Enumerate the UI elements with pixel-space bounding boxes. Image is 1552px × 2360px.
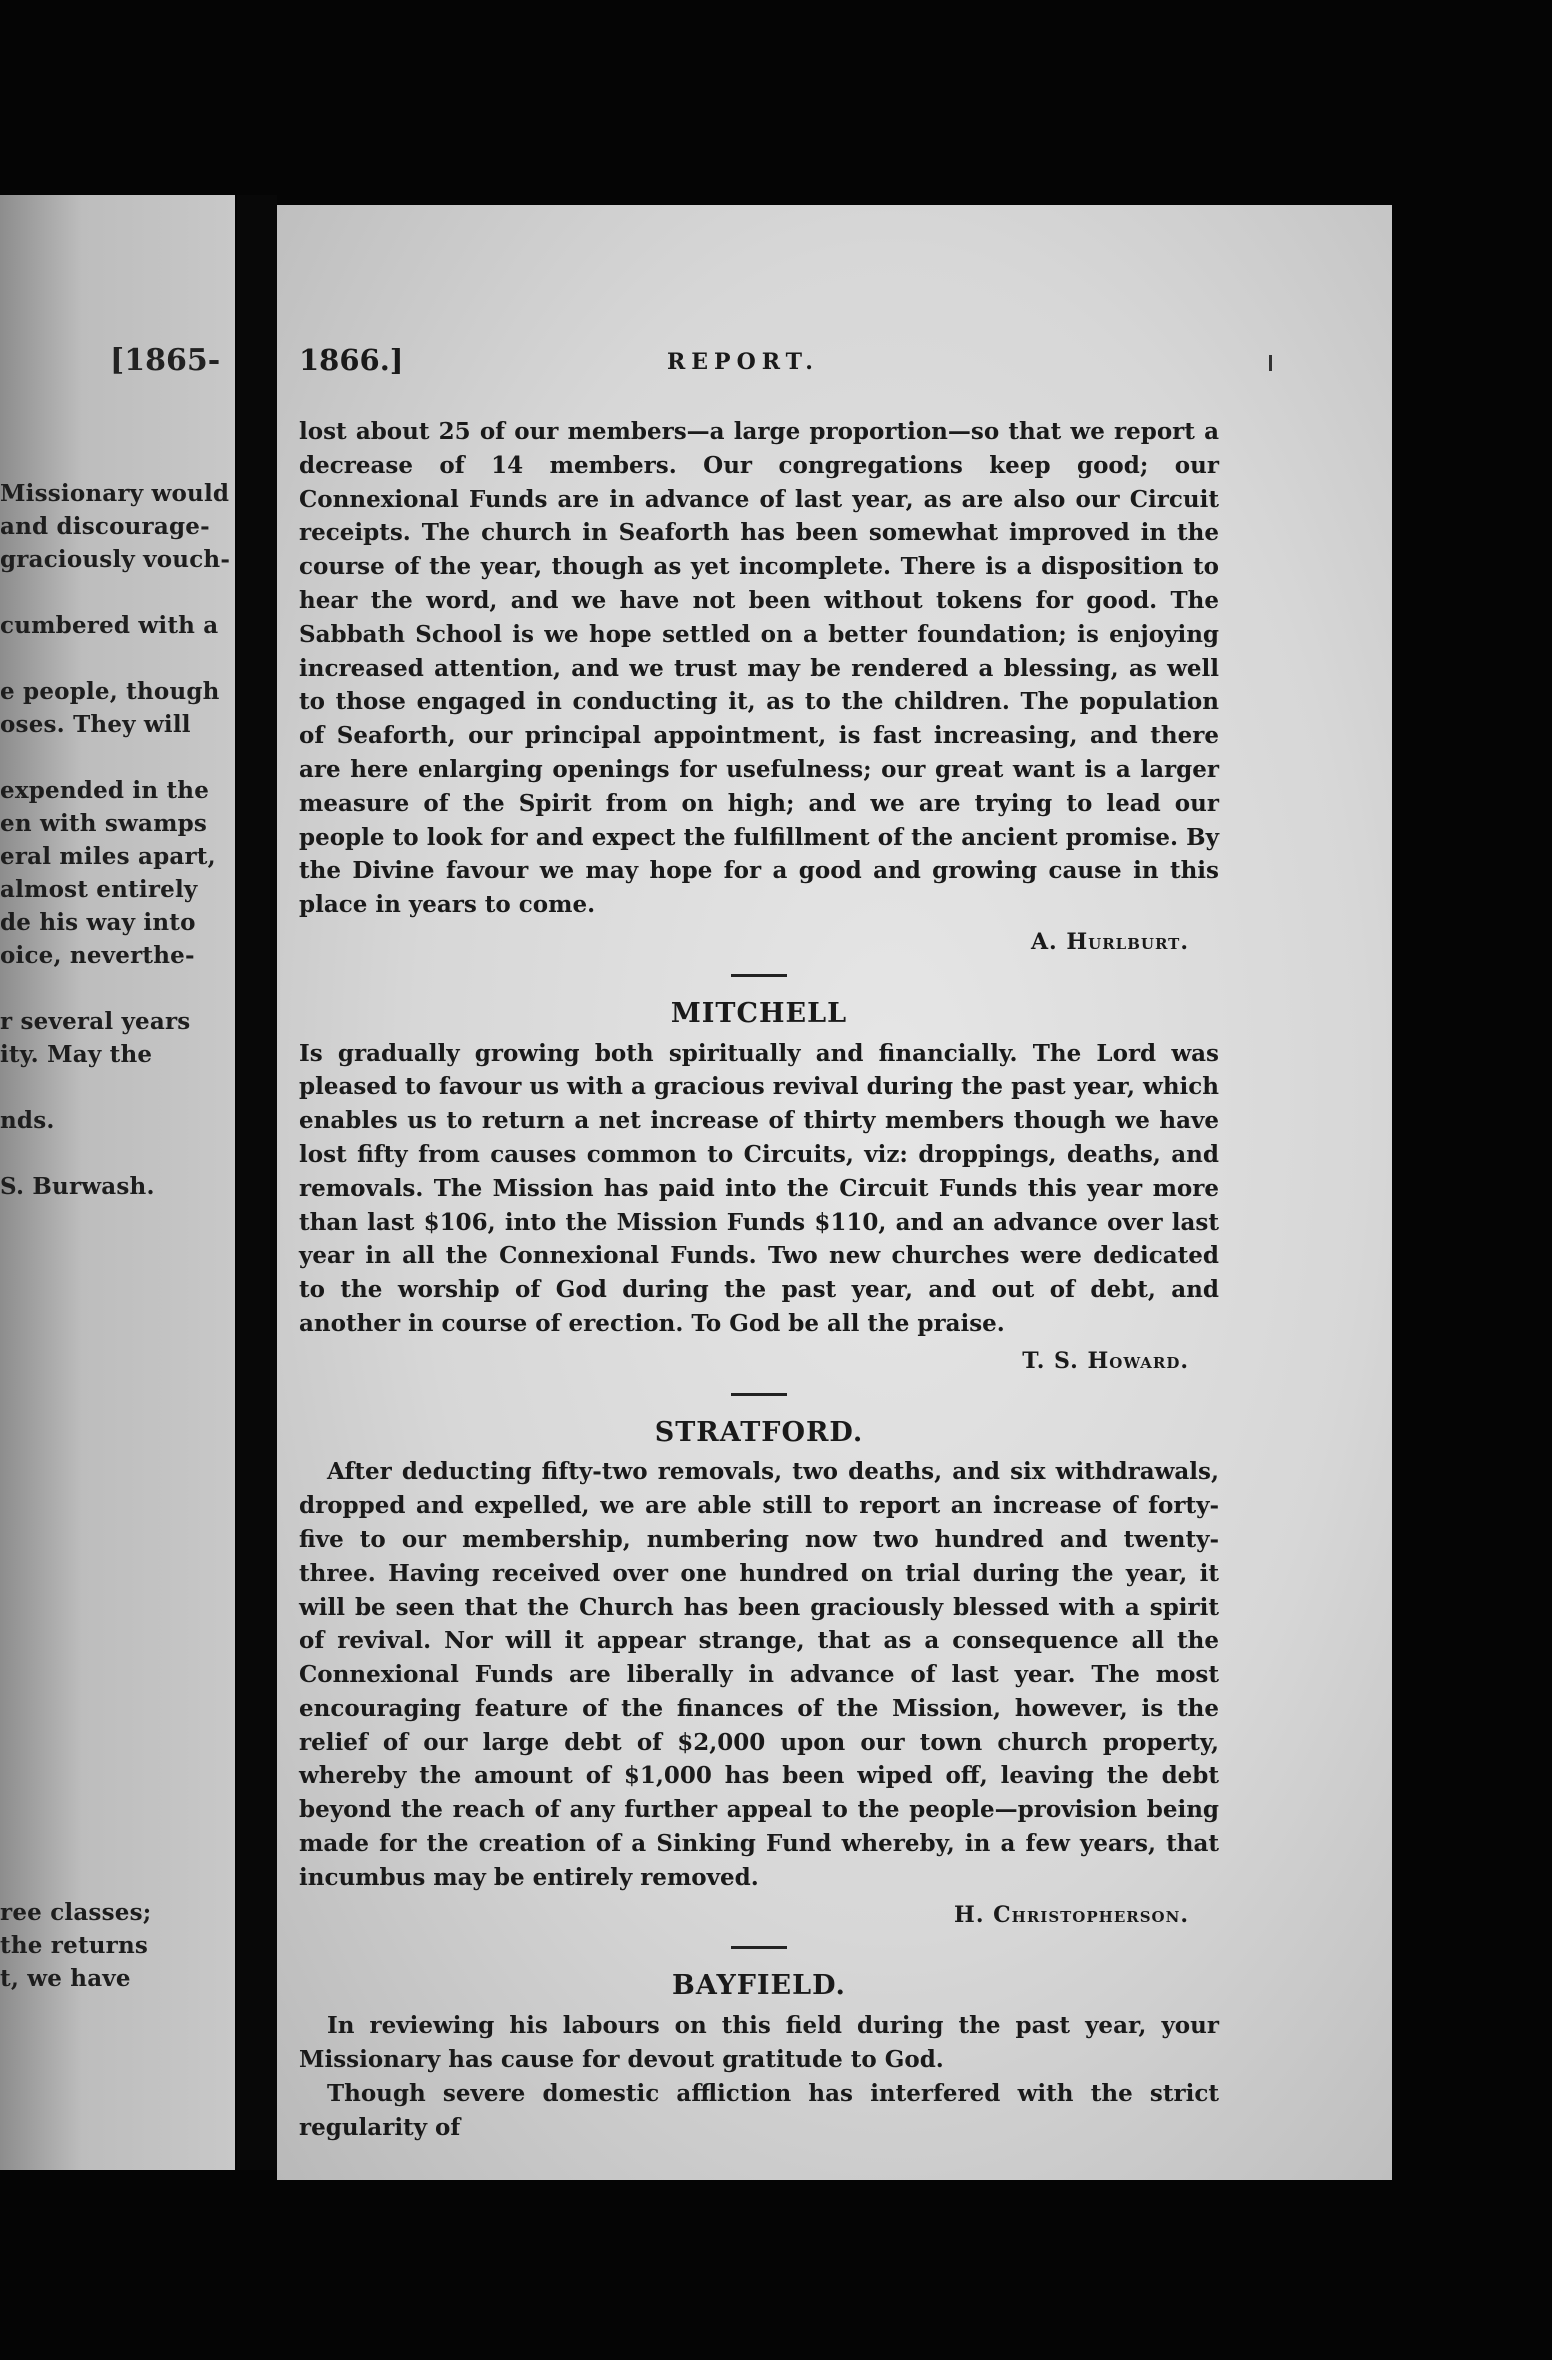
left-page-line: de his way into: [0, 909, 196, 936]
left-page-line: S. Burwash.: [0, 1173, 155, 1200]
left-page-line: r several years: [0, 1008, 191, 1035]
left-facing-page: [0, 195, 235, 2170]
report-text-column: [299, 415, 1219, 2144]
bayfield-paragraph: In reviewing his labours on this field during the past year, your Missionary has cause for devout gratitude to God.: [299, 2012, 1219, 2074]
signature-christopherson: H. Christopherson.: [954, 1901, 1189, 1928]
left-page-line: oice, neverthe-: [0, 942, 195, 969]
section-divider: [731, 1393, 787, 1396]
left-page-line: and discourage-: [0, 513, 210, 540]
left-page-line: the returns: [0, 1932, 149, 1959]
running-title: REPORT.: [667, 349, 819, 375]
left-page-line: oses. They will: [0, 711, 191, 738]
section-title-bayfield: BAYFIELD.: [672, 1970, 846, 2002]
section-title-mitchell: MITCHELL: [670, 997, 848, 1029]
stratford-paragraph: After deducting fifty-two removals, two deaths, and six withdrawals, dropped and expelled, we are able still to report an increase of forty-five to our membership, numbering now two hundred and twenty-three. Having received over one hundred on trial during the year, it will be seen that the Church has been graciously blessed with a spirit of revival. Nor will it appear strange, that as a consequence all the Connexional Funds are liberally in advance of last year. The most encouraging feature of the finances of the Mission, however, is the relief of our large debt of $2,000 upon our town church property, whereby the amount of $1,000 has been wiped off, leaving the debt beyond the reach of any further appeal to the people—provision being made for the creation of a Sinking Fund whereby, in a few years, that incumbus may be entirely removed.: [299, 1458, 1219, 1891]
left-page-line: eral miles apart,: [0, 843, 216, 870]
left-page-line: e people, though: [0, 678, 220, 705]
intro-paragraph: lost about 25 of our members—a large proportion—so that we report a decrease of 14 members. Our congregations keep good; our Connexional Funds are in advance of last year, as are also our Circuit receipts. The church in Seaforth has been somewhat improved in the course of the year, though as yet incomplete. There is a disposition to hear the word, and we have not been without tokens for good. The Sabbath School is we hope settled on a better foundation; is enjoying increased attention, and we trust may be rendered a blessing, as well to those engaged in conducting it, as to the children. The population of Seaforth, our principal appointment, is fast increasing, and there are here enlarging openings for usefulness; our great want is a larger measure of the Spirit from on high; and we are trying to lead our people to look for and expect the fulfillment of the ancient promise. By the Divine favour we may hope for a good and growing cause in this place in years to come.: [299, 418, 1219, 919]
left-page-line: graciously vouch-: [0, 546, 231, 573]
book-gutter: [237, 195, 277, 2170]
left-page-line: nds.: [0, 1107, 55, 1134]
left-page-line: en with swamps: [0, 810, 208, 837]
page-number: 1866.]: [299, 343, 404, 377]
section-divider: [731, 974, 787, 977]
signature-hurlburt: A. Hurlburt.: [1030, 928, 1189, 955]
left-page-line: cumbered with a: [0, 612, 219, 639]
left-page-line: ity. May the: [0, 1041, 153, 1068]
left-page-line: ree classes;: [0, 1899, 152, 1926]
bayfield-paragraph-2: Though severe domestic affliction has interfered with the strict regularity of: [299, 2079, 1219, 2141]
report-page: [277, 205, 1392, 2180]
left-page-line: almost entirely: [0, 876, 198, 903]
section-divider: [731, 1946, 787, 1949]
page-header: [277, 343, 1392, 383]
signature-howard: T. S. Howard.: [1022, 1347, 1189, 1374]
mitchell-paragraph: Is gradually growing both spiritually and financially. The Lord was pleased to favour us with a gracious revival during the past year, which enables us to return a net increase of thirty members though we have lost fifty from causes common to Circuits, viz: droppings, deaths, and removals. The Mission has paid into the Circuit Funds this year more than last $106, into the Mission Funds $110, and an advance over last year in all the Connexional Funds. Two new churches were dedicated to the worship of God during the past year, and out of debt, and another in course of erection. To God be all the praise.: [299, 1039, 1219, 1337]
left-page-line: Missionary would: [0, 480, 230, 507]
left-page-line: t, we have: [0, 1965, 131, 1992]
section-title-stratford: STRATFORD.: [654, 1416, 864, 1448]
left-page-line: expended in the: [0, 777, 210, 804]
left-page-header: [1865-: [110, 343, 221, 378]
